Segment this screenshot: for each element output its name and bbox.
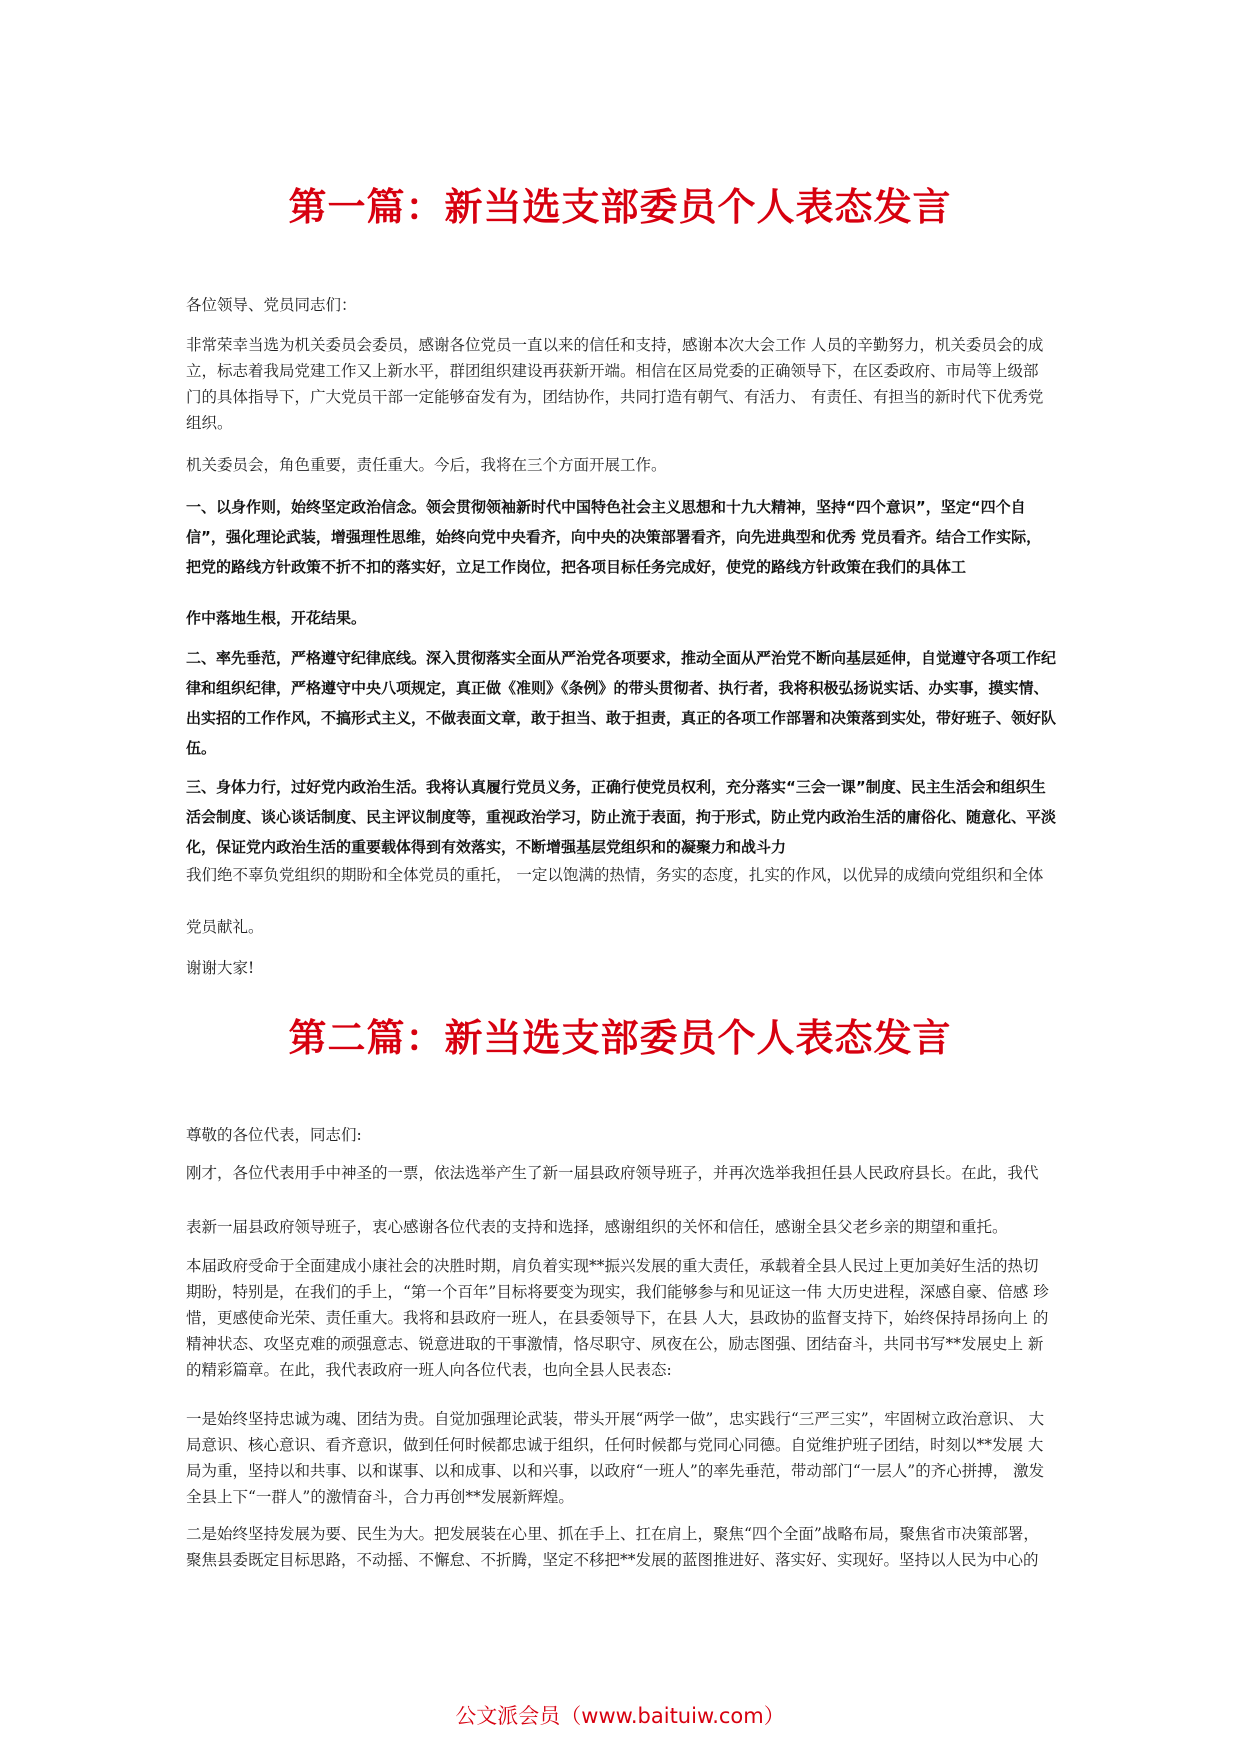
thanks-line: 谢谢大家! [186,959,255,977]
pledge-two-paragraph: 二是始终坚持发展为要、民生为大。把发展装在心里、抓在手上、扛在肩上，聚焦“四个全面”战略布局，聚焦省市决策部署， 聚焦县委既定目标思路，不动摇、不懈怠、不折腾，坚定不移把**发展的蓝图推进好、落实好、实现好。坚持以人民为中心的 [186,1525,1039,1569]
closing-paragraph: 我们绝不辜负党组织的期盼和全体党员的重托， 一定以饱满的热情，务实的态度，扎实的作风，以优异的成绩向党组织和全体 [186,866,1044,884]
closing-continued: 党员献礼。 [186,918,264,936]
point-three-paragraph: 三、身体力行，过好党内政治生活。我将认真履行党员义务，正确行使党员权利，充分落实“三会一课”制度、民主生活会和组织生活会制度、谈心谈话制度、民主评议制度等，重视政治学习，防止流于表面，拘于形式，防止党内政治生活的庸俗化、随意化、平淡化，保证党内政治生活的重要载体得到有效落实，不断增强基层党组织和的凝聚力和战斗力 [186,778,1057,856]
lead-paragraph: 机关委员会，角色重要，责任重大。今后，我将在三个方面开展工作。 [186,456,667,474]
page-title-part2: 第二篇：新当选支部委员个人表态发言 [288,1016,952,1060]
salutation-part1: 各位领导、党员同志们： [186,296,357,314]
opening-paragraph: 刚才，各位代表用手中神圣的一票，依法选举产生了新一届县政府领导班子，并再次选举我担任县人民政府县长。在此，我代 [186,1164,1039,1182]
intro-paragraph: 非常荣幸当选为机关委员会委员，感谢各位党员一直以来的信任和支持，感谢本次大会工作 人员的辛勤努力，机关委员会的成 立，标志着我局党建工作又上新水平，群团组织建设再获新开端。相信在区局党委的正确领导下，在区委政府、市局等上级部 门的具体指导下，广大党员干部一定能够奋发有为，团结协作，共同打造有朝气、有活力、 有责任、有担当的新时代下优秀党 组织。 [186,336,1044,432]
point-one-continued: 作中落地生根，开花结果。 [186,609,367,627]
page-title-part1: 第一篇：新当选支部委员个人表态发言 [288,185,952,229]
opening-continued: 表新一届县政府领导班子，衷心感谢各位代表的支持和选择，感谢组织的关怀和信任，感谢全县父老乡亲的期望和重托。 [186,1218,1008,1236]
salutation-part2: 尊敬的各位代表，同志们: [186,1126,362,1144]
point-one-paragraph: 一、以身作则，始终坚定政治信念。领会贯彻领袖新时代中国特色社会主义思想和十九大精神，坚持“四个意识”，坚定“四个自信”，强化理论武装，增强理性思维，始终向党中央看齐，向中央的决策部署看齐，向先进典型和优秀 党员看齐。结合工作实际，把党的路线方针政策不折不扣的落实好，立足工作岗位，把各项目标任务完成好，使党的路线方针政策在我们的具体工 [186,498,1042,576]
pledge-one-paragraph: 一是始终坚持忠诚为魂、团结为贵。自觉加强理论武装，带头开展“两学一做”，忠实践行“三严三实”，牢固树立政治意识、 大局意识、核心意识、看齐意识，做到任何时候都忠诚于组织，任何时候都与党同心同德。自觉维护班子团结，时刻以**发展 大局为重，坚持以和共事、以和谋事、以和成事、以和兴事，以政府“一班人”的率先垂范，带动部门“一层人”的齐心拼搏， 激发全县上下“一群人”的激情奋斗，合力再创**发展新辉煌。 [186,1410,1045,1506]
responsibility-paragraph: 本届政府受命于全面建成小康社会的决胜时期，肩负着实现**振兴发展的重大责任，承载着全县人民过上更加美好生活的热切 期盼，特别是，在我们的手上，“第一个百年”目标将要变为现实，我们能够参与和见证这一伟 大历史进程，深感自豪、倍感 珍惜，更感使命光荣、责任重大。我将和县政府一班人，在县委领导下，在县 人大，县政协的监督支持下，始终保持昂扬向上 的精神状态、攻坚克难的顽强意志、锐意进取的干事激情，恪尽职守、夙夜在公，励志图强、团结奋斗，共同书写**发展史上 新的精彩篇章。在此，我代表政府一班人向各位代表，也向全县人民表态: [186,1257,1049,1379]
footer-watermark: 公文派会员（www.baituiw.com） [455,1704,785,1728]
point-two-paragraph: 二、率先垂范，严格遵守纪律底线。深入贯彻落实全面从严治党各项要求，推动全面从严治党不断向基层延伸，自觉遵守各项工作纪律和组织纪律，严格遵守中央八项规定，真正做《准则》《条例》的带头贯彻者、执行者，我将积极弘扬说实话、办实事，摸实情、出实招的工作作风，不搞形式主义，不做表面文章，敢于担当、敢于担责，真正的各项工作部署和决策落到实处，带好班子、领好队伍。 [186,649,1057,757]
